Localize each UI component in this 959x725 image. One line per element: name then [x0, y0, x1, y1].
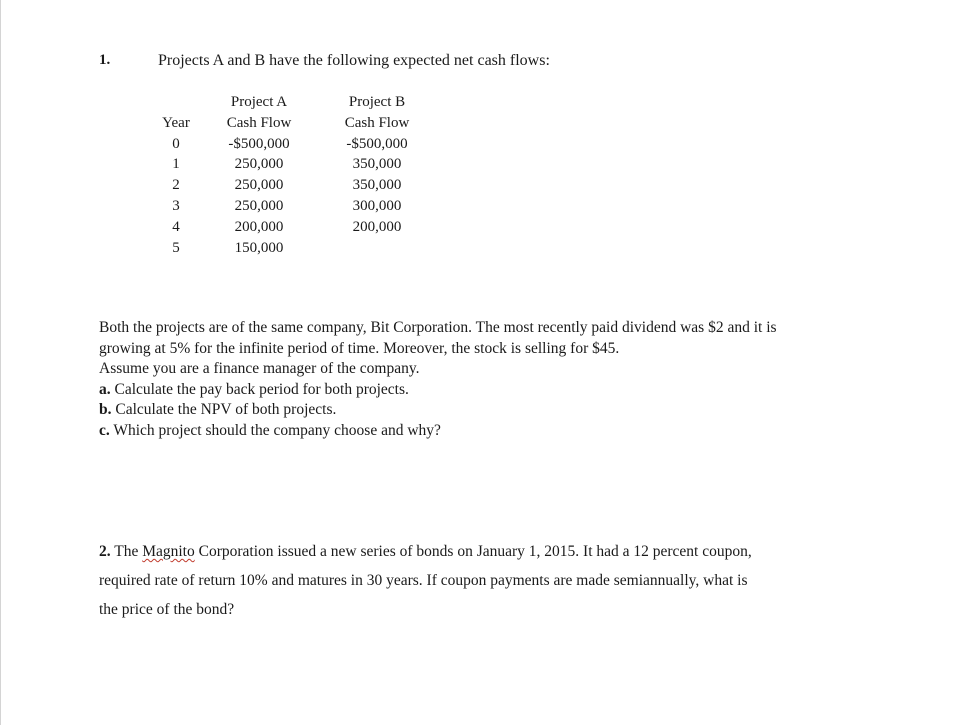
table-cell-project-b: -$500,000: [346, 135, 408, 152]
question-1-description: [99, 318, 777, 441]
sub-question-a: [99, 380, 777, 401]
year-column: [156, 92, 196, 258]
table-cell-project-a: 150,000: [234, 239, 284, 256]
table-cell-year: 4: [172, 218, 180, 235]
project-a-subheader: Cash Flow: [226, 114, 292, 131]
project-b-subheader: Cash Flow: [344, 114, 410, 131]
table-cell-year: 0: [172, 135, 180, 152]
table-cell-project-b: 350,000: [352, 156, 402, 173]
table-cell-year: 1: [172, 156, 180, 173]
project-b-column: [332, 92, 422, 258]
sub-question-b: [99, 400, 777, 421]
question-2-line: the price of the bond?: [99, 601, 235, 618]
sub-question-a-label: a.: [99, 380, 111, 398]
sub-question-c-text: Which project should the company choose and why?: [109, 421, 441, 439]
table-cell-year: 3: [172, 197, 180, 214]
year-header: Year: [162, 114, 190, 131]
question-1-title: Projects A and B have the following expected net cash flows:: [158, 52, 550, 69]
sub-question-b-text: Calculate the NPV of both projects.: [111, 401, 337, 418]
description-line: Assume you are a finance manager of the company.: [99, 360, 420, 377]
description-line: growing at 5% for the infinite period of time. Moreover, the stock is selling for $45.: [99, 339, 620, 357]
question-2-number: 2.: [99, 543, 111, 560]
table-cell-year: 2: [172, 177, 180, 194]
question-2: [99, 537, 752, 624]
project-a-header: Project A: [230, 94, 288, 110]
table-cell-project-b: 350,000: [352, 177, 402, 194]
table-cell-project-b: 300,000: [352, 197, 402, 214]
question-2-line: [99, 537, 752, 566]
question-1-number: 1.: [99, 52, 111, 68]
sub-question-b-label: b.: [99, 401, 112, 418]
project-a-column: [214, 92, 304, 258]
table-cell-project-a: 250,000: [234, 156, 284, 173]
question-2-line: required rate of return 10% and matures in 30 years. If coupon payments are made semiannually, what is: [99, 572, 748, 589]
sub-question-c-label: c.: [99, 421, 110, 439]
table-cell-project-a: -$500,000: [228, 135, 290, 152]
question-2-text: The: [110, 543, 143, 560]
description-line: Both the projects are of the same company, Bit Corporation. The most recently paid dividend was $2 and it is: [99, 319, 777, 336]
table-cell-project-a: 250,000: [234, 197, 284, 214]
question-2-text: Corporation issued a new series of bonds on January 1, 2015. It had a 12 percent coupon,: [194, 543, 752, 560]
project-b-header: Project B: [348, 94, 406, 110]
table-cell-project-b: [332, 238, 422, 259]
sub-question-c: [99, 421, 777, 442]
sub-question-a-text: Calculate the pay back period for both projects.: [110, 380, 409, 398]
table-cell-year: 5: [172, 239, 180, 256]
table-cell-project-a: 250,000: [234, 177, 284, 194]
table-cell-project-a: 200,000: [234, 218, 284, 235]
spelling-error-word[interactable]: Magnito: [142, 543, 195, 560]
page-left-edge: [0, 0, 1, 725]
table-cell-project-b: 200,000: [352, 218, 402, 235]
